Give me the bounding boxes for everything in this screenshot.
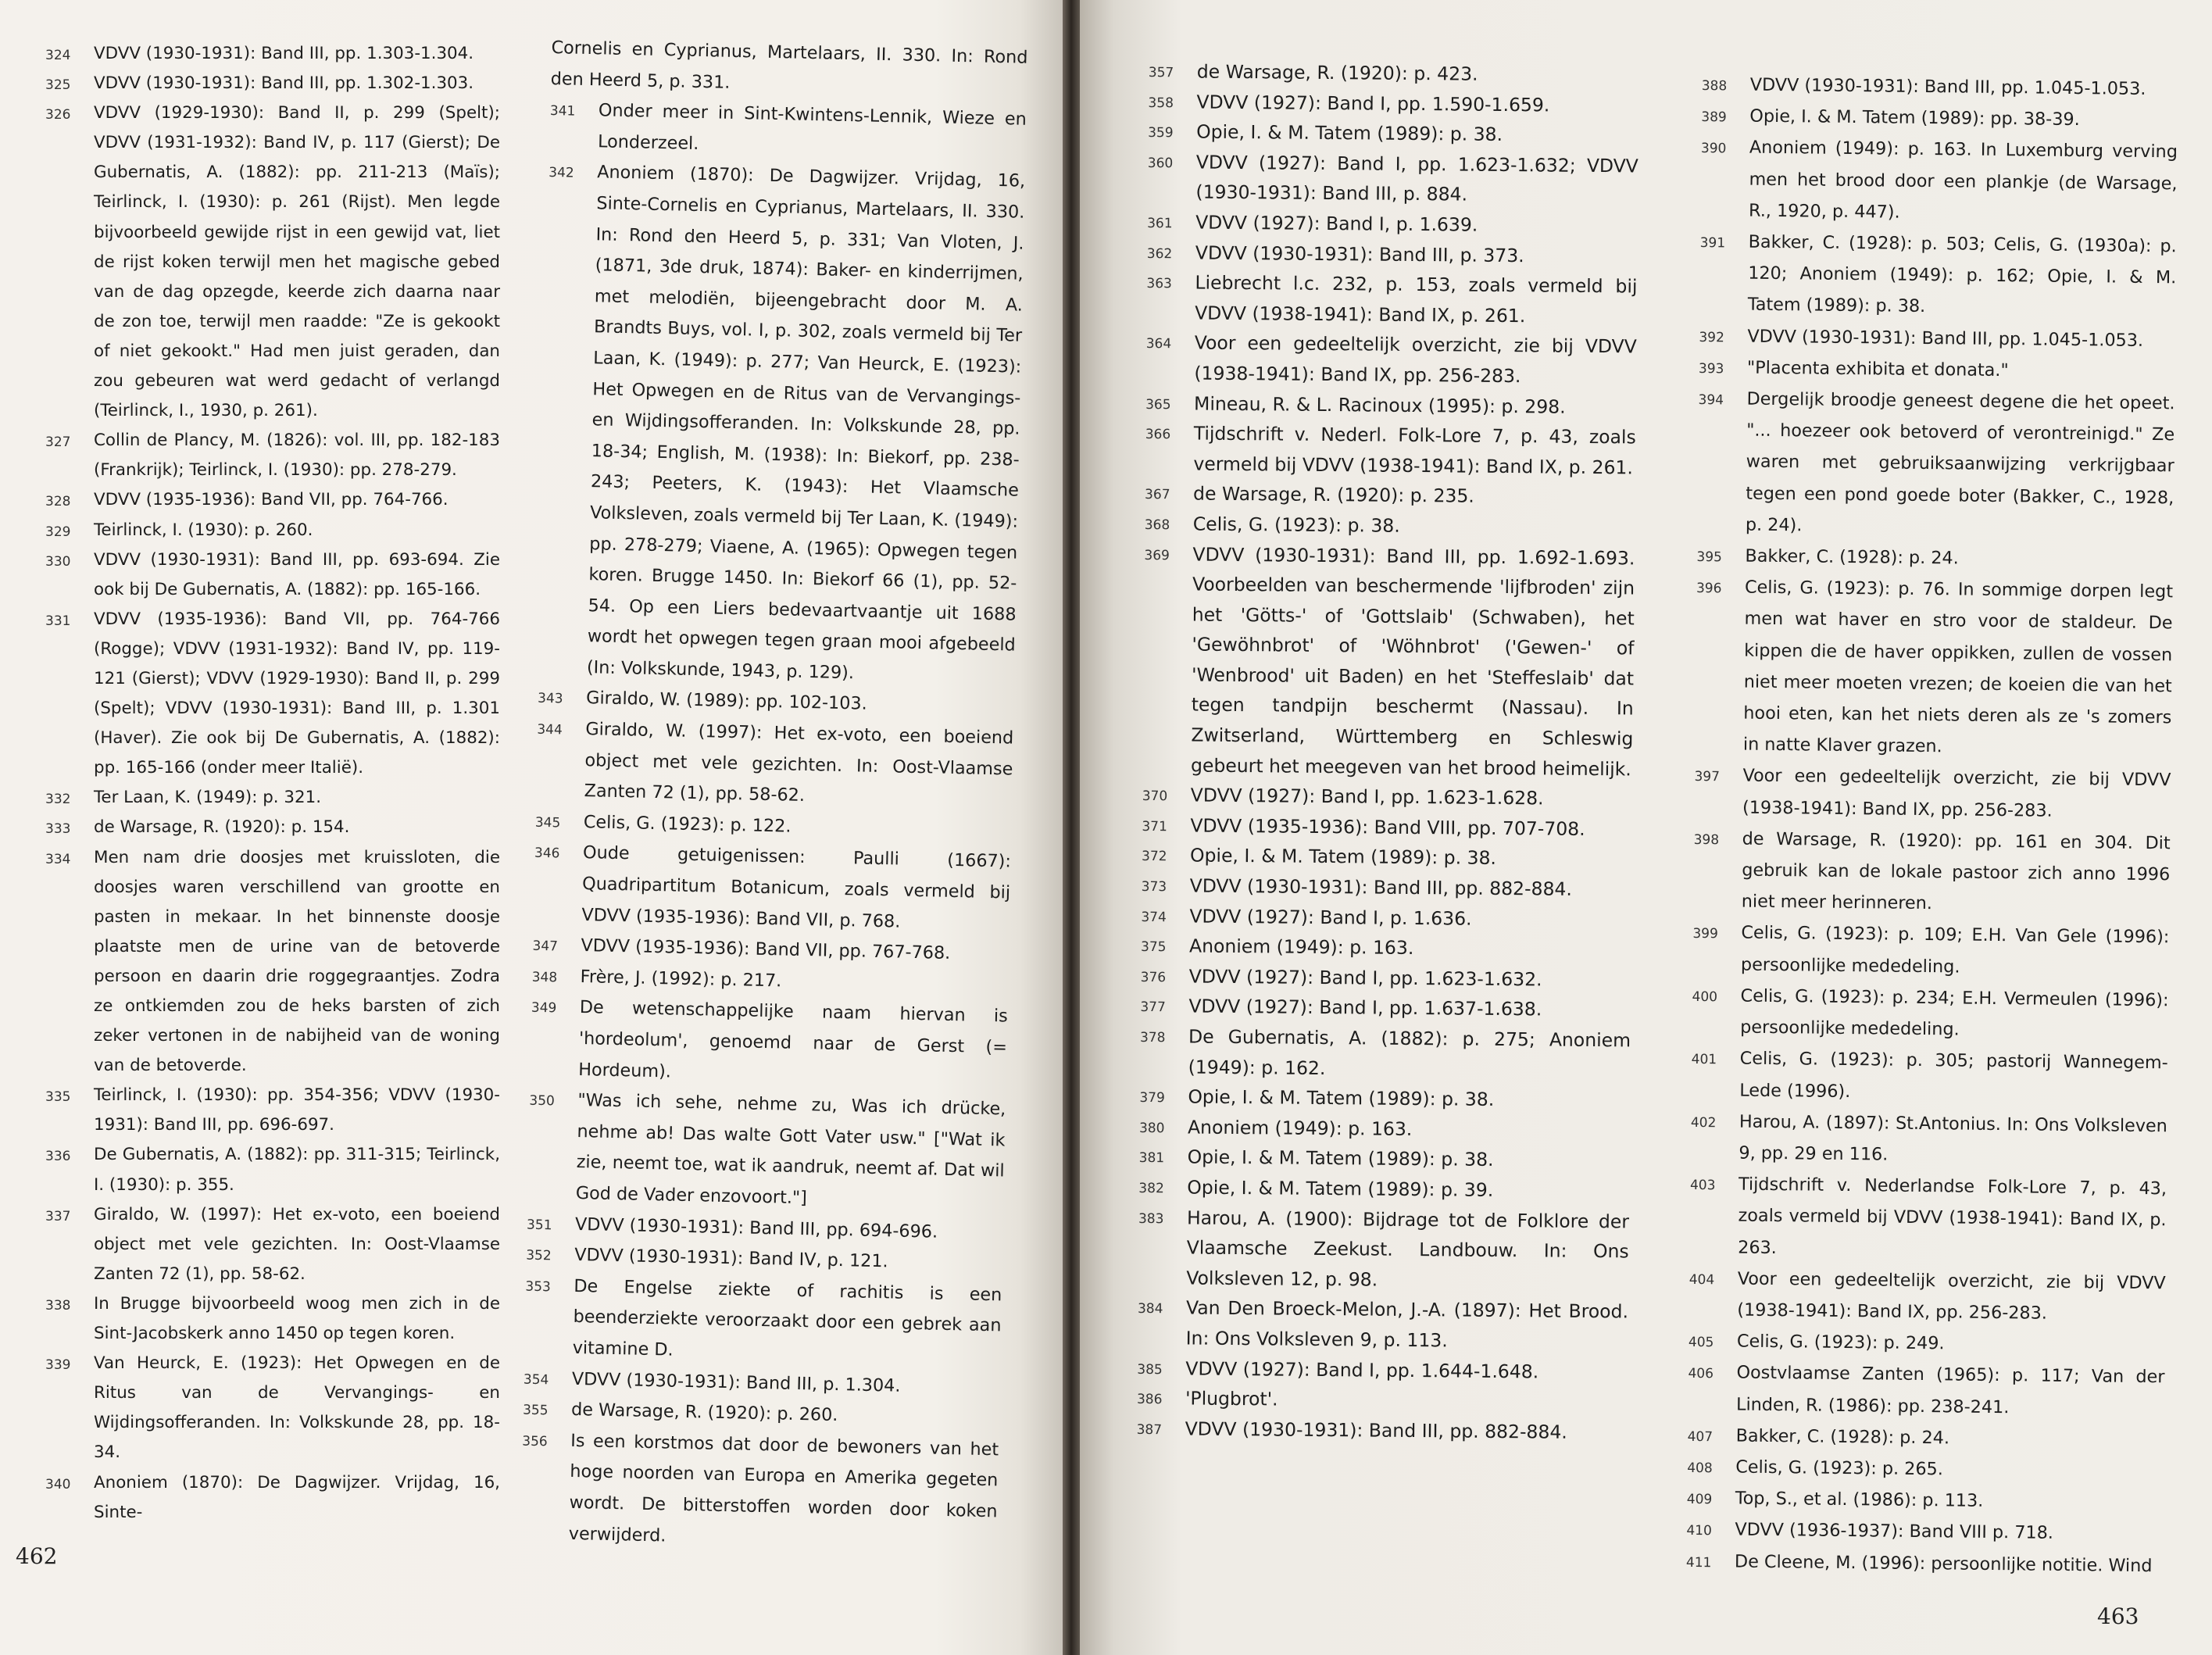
footnote — [1689, 1168, 2167, 1267]
footnote-number: 397 — [1694, 769, 1721, 785]
footnote-text: Opie, I. & M. Tatem (1989): p. 38. — [1188, 1085, 1495, 1111]
footnote-text: VDVV (1927): Band I, p. 1.639. — [1195, 211, 1478, 236]
footnote-number: 375 — [1140, 939, 1167, 956]
footnote-number: 356 — [522, 1433, 548, 1450]
footnote-number: 389 — [1701, 109, 1727, 126]
footnote-number: 372 — [1141, 849, 1167, 865]
footnote-number: 401 — [1691, 1052, 1717, 1068]
footnote-text: VDVV (1930-1931): Band III, pp. 882-884. — [1185, 1417, 1567, 1443]
footnote-text: Dergelijk broodje geneest degene die het opeet. "... hoezeer ook betoverd of verontreinigd." Ze waren met gebruiksaanwijzing verkrijgbaar tegen een pond goede boter (Bakker, C., 1928, p. 24). — [1745, 388, 2175, 536]
footnote-text: Harou, A. (1900): Bijdrage tot de Folklore der Vlaamsche Zeekust. Landbouw. In: Ons Volksleven 12, p. 98. — [1186, 1206, 1630, 1291]
footnote — [45, 783, 500, 813]
footnote-number: 390 — [1700, 141, 1727, 157]
footnote — [1145, 418, 1636, 483]
footnote — [1149, 56, 1639, 91]
footnote — [1137, 1383, 1628, 1417]
footnote — [1140, 991, 1631, 1025]
footnote-number: 362 — [1146, 245, 1173, 262]
footnote-number: 324 — [45, 48, 71, 63]
footnote — [1145, 388, 1636, 423]
footnote-text: De Gubernatis, A. (1882): p. 275; Anoniem (1949): p. 162. — [1188, 1025, 1631, 1079]
footnote-text: Celis, G. (1923): p. 122. — [583, 811, 792, 837]
footnote-text: VDVV (1927): Band I, pp. 1.637-1.638. — [1188, 995, 1542, 1021]
notes-column-2 — [520, 33, 1027, 1558]
footnote-text: VDVV (1930-1931): Band III, pp. 694-696. — [574, 1214, 938, 1242]
footnote-number: 332 — [45, 792, 71, 808]
footnote-number: 387 — [1136, 1421, 1163, 1438]
footnote-number: 409 — [1686, 1492, 1713, 1508]
footnote — [45, 1289, 500, 1349]
footnote-number: 394 — [1698, 392, 1724, 409]
footnote-number: 379 — [1139, 1090, 1165, 1106]
footnote — [1699, 352, 2175, 388]
footnote — [1141, 931, 1631, 965]
footnote — [1148, 116, 1638, 151]
footnote — [45, 605, 500, 784]
footnote — [1693, 823, 2171, 922]
footnote — [1145, 509, 1635, 543]
footnote-number: 327 — [45, 434, 71, 451]
footnote-number: 330 — [45, 553, 71, 570]
footnote-number: 382 — [1138, 1180, 1164, 1197]
footnote-text: "Was ich sehe, nehme zu, Was ich drücke, nehme ab! Das walte Gott Vater usw." ["Wat ik zie, neemt toe, wat ik aandruk, neemt af. Dat wil God de Vader enzovoort."] — [575, 1090, 1006, 1209]
footnote-text: Teirlinck, I. (1930): pp. 354-356; VDVV (1930-1931): Band III, pp. 696-697. — [94, 1085, 500, 1135]
footnote-text: Oostvlaamse Zanten (1965): p. 117; Van der Linden, R. (1986): pp. 238-241. — [1735, 1362, 2165, 1417]
footnote-number: 346 — [534, 845, 560, 862]
footnote — [45, 1081, 500, 1140]
footnote-number: 339 — [45, 1357, 71, 1374]
footnote-text: Giraldo, W. (1989): pp. 102-103. — [585, 688, 867, 715]
footnote-text: Opie, I. & M. Tatem (1989): pp. 38-39. — [1749, 105, 2080, 130]
footnote-text: VDVV (1930-1931): Band III, pp. 1.692-1.693. Voorbeelden van beschermende 'lijfbroden' zijn het 'Götts-' of 'Gottslaib' (Schwaben), het 'Gewöhnbrot' of 'Wöhnbrot' ('Gewen-' of 'Wenbrood' uit Baden) en het 'Steffeslaib' dat tegen tandpijn beschermt (Nassau). In Zwitserland, Württemberg en Schleswig gebeurt het meegeven van het brood heimelijk. — [1190, 543, 1635, 781]
footnote-number: 371 — [1142, 818, 1167, 835]
footnote — [45, 98, 500, 426]
footnote-number: 333 — [45, 821, 71, 838]
footnote — [1146, 267, 1638, 332]
footnote-text: De wetenschappelijke naam hiervan is 'hordeolum', genoemd naar de Gerst (= Hordeum). — [577, 997, 1009, 1082]
footnote-number: 336 — [45, 1149, 71, 1165]
footnote — [1139, 1081, 1630, 1116]
footnote — [1147, 147, 1638, 212]
footnote-number: 334 — [45, 851, 71, 867]
footnote-text: Mineau, R. & L. Racinoux (1995): p. 298. — [1194, 392, 1566, 418]
footnote-text: "Placenta exhibita et donata." — [1746, 357, 2009, 381]
footnote-text: Voor een gedeeltelijk overzicht, zie bij VDVV (1938-1941): Band IX, pp. 256-283. — [1737, 1268, 2166, 1324]
footnote-text: Opie, I. & M. Tatem (1989): p. 38. — [1196, 120, 1503, 146]
footnote-number: 357 — [1148, 64, 1174, 81]
notes-column-4 — [1686, 69, 2178, 1582]
footnote — [45, 843, 500, 1081]
footnote — [538, 156, 1026, 692]
footnote-number: 368 — [1144, 517, 1170, 534]
footnote-number: 392 — [1699, 329, 1724, 345]
footnote — [1687, 1482, 2164, 1519]
footnote-number: 391 — [1699, 235, 1726, 252]
footnote-number: 331 — [45, 613, 71, 629]
footnote-text: Ter Laan, K. (1949): p. 321. — [94, 788, 322, 808]
footnote — [524, 1270, 1002, 1373]
footnote-text: Top, S., et al. (1986): p. 113. — [1735, 1488, 1984, 1512]
footnote-text: VDVV (1927): Band I, pp. 1.623-1.628. — [1190, 784, 1544, 810]
footnote-number: 378 — [1139, 1029, 1166, 1046]
footnote-text: Van Den Broeck-Melon, J.-A. (1897): Het Brood. In: Ons Volksleven 9, p. 113. — [1185, 1296, 1629, 1352]
footnote-text: Onder meer in Sint-Kwintens-Lennik, Wieze en Londerzeel. — [597, 100, 1027, 154]
footnote — [1138, 1172, 1629, 1206]
footnote — [45, 516, 500, 545]
footnote-text: de Warsage, R. (1920): pp. 161 en 304. Dit gebruik kan de lokale pastoor zich anno 1996 niet meer herinneren. — [1741, 828, 2171, 914]
footnote-number: 367 — [1145, 487, 1170, 503]
footnote-number: 407 — [1687, 1428, 1713, 1445]
footnote — [1694, 760, 2171, 828]
footnote — [1699, 320, 2175, 357]
footnote-number: 400 — [1692, 988, 1718, 1006]
footnote-number: 376 — [1140, 969, 1167, 986]
footnote-number: 383 — [1138, 1210, 1164, 1227]
footnote — [535, 713, 1013, 817]
footnote-number: 385 — [1137, 1361, 1163, 1378]
footnote — [1697, 383, 2175, 545]
footnote-number: 350 — [529, 1092, 556, 1110]
footnote — [45, 1140, 500, 1199]
footnote-text: De Engelse ziekte of rachitis is een beenderziekte veroorzaakt door een gebrek aan vitamine D. — [572, 1275, 1002, 1360]
footnote — [1145, 327, 1637, 392]
footnote — [1139, 1112, 1630, 1146]
footnote-text: de Warsage, R. (1920): p. 154. — [94, 817, 350, 838]
footnote — [1142, 840, 1632, 874]
footnote — [45, 813, 500, 842]
footnote-text: Teirlinck, I. (1930): p. 260. — [94, 520, 313, 540]
footnote — [45, 39, 500, 69]
footnote-text: Bakker, C. (1928): p. 24. — [1745, 545, 1959, 569]
footnote — [1691, 1042, 2168, 1110]
footnote-text: Giraldo, W. (1997): Het ex-voto, een boeiend object met vele gezichten. In: Oost-Vlaamse Zanten 72 (1), pp. 58-62. — [94, 1204, 500, 1284]
footnote-text: Van Heurck, E. (1923): Het Opwegen en de Ritus van de Vervangings- en Wijdingsofferanden. In: Volkskunde 28, pp. 18-34. — [94, 1353, 500, 1463]
footnote-number: 399 — [1692, 926, 1718, 942]
footnote-number: 374 — [1141, 909, 1167, 925]
footnote-number: 405 — [1688, 1335, 1714, 1351]
footnote-number: 337 — [45, 1208, 71, 1224]
footnote-text: VDVV (1927): Band I, pp. 1.623-1.632. — [1188, 965, 1542, 991]
footnote — [1147, 207, 1638, 241]
footnote-number: 386 — [1136, 1392, 1163, 1408]
footnote-text: Voor een gedeeltelijk overzicht, zie bij VDVV (1938-1941): Band IX, pp. 256-283. — [1742, 766, 2171, 821]
footnote-number: 393 — [1698, 360, 1724, 377]
footnote — [45, 1468, 500, 1528]
footnote-text: Voor een gedeeltelijk overzicht, zie bij VDVV (1938-1941): Band IX, pp. 256-283. — [1194, 331, 1637, 388]
footnote-text: VDVV (1935-1936): Band VII, pp. 767-768. — [581, 935, 951, 964]
footnote — [1145, 478, 1635, 513]
footnote-text: Anoniem (1949): p. 163. In Luxemburg verving men het brood door een plankje (de Warsage, R., 1920, p. 447). — [1748, 138, 2178, 223]
footnote-number: 360 — [1147, 155, 1174, 172]
footnote — [549, 95, 1027, 166]
footnote-number: 326 — [45, 107, 71, 123]
footnote — [1702, 69, 2178, 105]
footnote — [45, 1200, 500, 1289]
footnote — [527, 1085, 1006, 1218]
footnote-text: Harou, A. (1897): St.Antonius. In: Ons Volksleven 9, pp. 29 en 116. — [1739, 1111, 2168, 1165]
footnote — [1687, 1451, 2164, 1488]
footnote-text: Liebrecht l.c. 232, p. 153, zoals vermeld bij VDVV (1938-1941): Band IX, p. 261. — [1195, 271, 1638, 327]
footnote-text: de Warsage, R. (1920): p. 260. — [570, 1399, 838, 1426]
footnote — [520, 1424, 999, 1558]
notes-column-3 — [1137, 56, 1639, 1448]
footnote-text: Celis, G. (1923): p. 38. — [1192, 513, 1400, 537]
footnote-number: 361 — [1147, 215, 1173, 232]
footnote-text: 'Plugbrot'. — [1185, 1387, 1278, 1410]
footnote-number: 328 — [45, 494, 71, 510]
footnote-number: 338 — [45, 1297, 71, 1314]
footnote-number: 354 — [523, 1371, 549, 1388]
footnote-text: De Cleene, M. (1996): persoonlijke notitie. Wind — [1734, 1551, 2153, 1576]
footnote — [1690, 1106, 2167, 1174]
footnote-text: VDVV (1927): Band I, pp. 1.590-1.659. — [1196, 91, 1550, 116]
footnote-number: 373 — [1141, 878, 1167, 895]
footnote — [1686, 1514, 2163, 1550]
footnote — [1695, 571, 2173, 765]
footnote-number: 325 — [45, 77, 71, 94]
footnote-text: VDVV (1930-1931): Band III, pp. 1.303-1.304. — [94, 44, 474, 63]
footnote-number: 347 — [532, 938, 559, 955]
footnote-text: VDVV (1930-1931): Band III, pp. 1.045-1.053. — [1749, 74, 2146, 99]
footnote — [1141, 961, 1631, 996]
footnote-text: Celis, G. (1923): p. 76. In sommige dorpen legt men wat haver en stro voor de staldeur. De kippen die de haver oppikken, zullen de vossen niet meer moeten vrezen; de koeien die van het hooi eten, kan het niets deren als ze 's zomers in natte Klaver grazen. — [1742, 577, 2174, 757]
notes-column-1 — [45, 39, 500, 1528]
footnote-text: de Warsage, R. (1920): p. 235. — [1192, 482, 1474, 507]
footnote-number: 351 — [526, 1217, 552, 1233]
footnote-text: VDVV (1927): Band I, pp. 1.623-1.632; VDVV (1930-1931): Band III, p. 884. — [1195, 151, 1638, 206]
footnote-text: Giraldo, W. (1997): Het ex-voto, een boeiend object met vele gezichten. In: Oost-Vlaamse Zanten 72 (1), pp. 58-62. — [584, 719, 1014, 806]
book-gutter — [1063, 0, 1080, 1655]
footnote — [1699, 226, 2177, 325]
footnote-text: Bakker, C. (1928): p. 503; Celis, G. (1930a): p. 120; Anoniem (1949): p. 162; Opie, I. & M. Tatem (1989): p. 38. — [1747, 231, 2177, 317]
footnote-text: Is een korstmos dat door de bewoners van het hoge noorden van Europa en Amerika gegeten wordt. De bitterstoffen worden door koken verwijderd. — [568, 1430, 999, 1546]
footnote-number: 388 — [1701, 77, 1728, 95]
footnote-number: 396 — [1696, 581, 1722, 597]
footnote-number: 380 — [1138, 1120, 1165, 1137]
footnote-number: 369 — [1144, 547, 1170, 563]
footnote — [530, 992, 1008, 1095]
footnote-number: 366 — [1145, 427, 1171, 443]
footnote-text: Celis, G. (1923): p. 265. — [1735, 1457, 1944, 1480]
footnote-text: Opie, I. & M. Tatem (1989): p. 38. — [1189, 844, 1497, 870]
right-page — [1080, 0, 2212, 1655]
footnote-text: VDVV (1927): Band I, p. 1.636. — [1189, 905, 1472, 930]
footnote — [1140, 1021, 1631, 1086]
footnote-text: VDVV (1930-1931): Band III, pp. 1.302-1.303. — [94, 73, 474, 94]
footnote — [45, 426, 500, 485]
footnote-text: VDVV (1930-1931): Band III, pp. 882-884. — [1189, 874, 1573, 900]
left-page — [0, 0, 1063, 1655]
footnote-number: 345 — [534, 814, 561, 831]
footnote — [1688, 1357, 2165, 1424]
footnote-number: 404 — [1688, 1271, 1715, 1288]
footnote — [1692, 980, 2169, 1048]
footnote-text: Celis, G. (1923): p. 234; E.H. Vermeulen (1996): persoonlijke mededeling. — [1740, 985, 2169, 1040]
footnote-number: 406 — [1688, 1366, 1714, 1382]
footnote-text: Tijdschrift v. Nederlandse Folk-Lore 7, p. 43, zoals vermeld bij VDVV (1938-1941): Band IX, p. 263. — [1738, 1174, 2167, 1258]
footnote-number: 342 — [549, 165, 574, 182]
footnote — [45, 69, 500, 98]
footnote — [1688, 1325, 2165, 1362]
footnote-text: VDVV (1927): Band I, pp. 1.644-1.648. — [1185, 1357, 1539, 1382]
footnote — [1142, 538, 1635, 784]
footnote-number: 355 — [522, 1402, 549, 1419]
footnote-number: 343 — [537, 691, 563, 707]
footnote-text: VDVV (1935-1936): Band VII, pp. 764-766 (Rogge); VDVV (1931-1932): Band IV, pp. 119-121 (Gierst); VDVV (1929-1930): Band II, p. 299 (Spelt); VDVV (1930-1931): Band III, p. 1.301 (Haver). Zie ook bij De Gubernatis, A. (1882): pp. 165-166 (onder meer Italië). — [94, 609, 500, 778]
footnote-number: 349 — [531, 1000, 557, 1017]
footnote-number: 384 — [1137, 1301, 1163, 1317]
footnote-number: 365 — [1145, 396, 1171, 413]
footnote — [1700, 131, 2178, 231]
footnote-text: VDVV (1935-1936): Band VII, pp. 764-766. — [94, 490, 448, 510]
footnote-number: 335 — [45, 1089, 71, 1106]
footnote-number: 395 — [1696, 549, 1723, 566]
footnote — [1688, 1263, 2166, 1331]
footnote-number: 377 — [1140, 999, 1166, 1016]
footnote-text: Anoniem (1870): De Dagwijzer. Vrijdag, 16, Sinte-Cornelis en Cyprianus, Martelaars, II. 330. In: Rond den Heerd 5, p. 331; Van Vloten, J. (1871, 3de druk, 1874): Baker- en kinderrijmen, met melodiën, bijeengebracht door M. A. Brandts Buys, vol. I, p. 302, zoals vermeld bij Ter Laan, K. (1949): p. 277; Van Heurck, E. (1923): Het Opwegen en de Ritus van de Vervangings- en Wijdingsofferanden. In: Volkskunde 28, pp. 18-34; English, M. (1938): In: Biekorf, pp. 238-243; Peeters, K. (1943): Het Vlaamsche Volksleven, zoals vermeld bij Ter Laan, K. (1949): pp. 278-279; Viaene, A. (1965): Opwegen tegen koren. Brugge 1450. In: Biekorf 66 (1), pp. 52-54. Op een Liers bedevaartvaantje uit 1688 wordt het opwegen tegen graan mooi afgebeeld (In: Volkskunde, 1943, p. 129). — [586, 162, 1026, 684]
footnote — [1142, 810, 1632, 845]
footnote-text: Bakker, C. (1928): p. 24. — [1735, 1425, 1950, 1449]
footnote-text: Opie, I. & M. Tatem (1989): p. 38. — [1187, 1146, 1494, 1171]
footnote-text: De Gubernatis, A. (1882): pp. 311-315; Teirlinck, I. (1930): p. 355. — [94, 1145, 500, 1195]
footnote-text: VDVV (1930-1931): Band III, pp. 693-694. Zie ook bij De Gubernatis, A. (1882): pp. 165-166. — [94, 549, 500, 599]
footnote-text: Celis, G. (1923): p. 109; E.H. Van Gele (1996): persoonlijke mededeling. — [1740, 923, 2170, 978]
footnote-text: VDVV (1930-1931): Band IV, p. 121. — [574, 1245, 888, 1272]
footnote-number: 408 — [1687, 1460, 1713, 1477]
footnote-text: Collin de Plancy, M. (1826): vol. III, pp. 182-183 (Frankrijk); Teirlinck, I. (1930): pp. 278-279. — [94, 431, 500, 481]
footnote-text: de Warsage, R. (1920): p. 423. — [1196, 60, 1478, 85]
footnote-number: 340 — [45, 1476, 71, 1492]
footnote — [1137, 1353, 1628, 1387]
footnote — [1687, 1420, 2164, 1457]
footnote — [1137, 1414, 1628, 1448]
footnote-text: Anoniem (1949): p. 163. — [1188, 935, 1414, 960]
footnote — [1139, 1142, 1630, 1176]
footnote-number: 410 — [1686, 1523, 1712, 1539]
footnote-text: Frère, J. (1992): p. 217. — [580, 966, 782, 992]
footnote-number: 352 — [526, 1247, 552, 1264]
footnote-text: VDVV (1935-1936): Band VIII, pp. 707-708. — [1190, 814, 1585, 840]
footnote — [45, 1349, 500, 1467]
footnote — [1686, 1545, 2163, 1582]
footnote-number: 363 — [1146, 276, 1172, 292]
footnote-text: VDVV (1930-1931): Band III, pp. 1.045-1.053. — [1747, 326, 2144, 351]
footnote-number: 398 — [1693, 831, 1720, 849]
footnote-number: 341 — [549, 103, 576, 120]
continued-note: Cornelis en Cyprianus, Martelaars, II. 330. In: Rond den Heerd 5, p. 331. — [550, 37, 1028, 93]
footnote-text: Tijdschrift v. Nederl. Folk-Lore 7, p. 43, zoals vermeld bij VDVV (1938-1941): Band IX, p. 261. — [1193, 422, 1636, 479]
footnote — [1696, 540, 2173, 577]
footnote-number: 402 — [1690, 1114, 1717, 1131]
footnote — [1142, 870, 1632, 905]
page-number-right: 463 — [2097, 1603, 2139, 1629]
footnote-number: 364 — [1145, 336, 1172, 352]
footnote-number: 411 — [1685, 1554, 1712, 1571]
footnote-number: 348 — [531, 969, 558, 986]
footnote-text: VDVV (1929-1930): Band II, p. 299 (Spelt); VDVV (1931-1932): Band IV, p. 117 (Gierst); De Gubernatis, A. (1882): pp. 211-213 (Maïs); Teirlinck, I. (1930): p. 261 (Rijst). Men legde bijvoorbeeld gewijde rijst in een gewijd vat, liet de rijst koken terwijl men het magische gebed van de dag opzegde, keerde zich daarna naar de zon toe, terwijl men raadde: "Ze is gekookt of niet gekookt." Had men juist geraden, dan zou gebeuren wat werd gedacht of verlangd (Teirlinck, I., 1930, p. 261). — [94, 103, 500, 421]
footnote — [1147, 238, 1638, 272]
footnote-text: VDVV (1936-1937): Band VIII p. 718. — [1735, 1519, 2054, 1544]
footnote-number: 403 — [1689, 1178, 1716, 1194]
footnote-text: Anoniem (1949): p. 163. — [1187, 1116, 1413, 1140]
footnote — [1138, 1203, 1629, 1297]
footnote — [1138, 1292, 1629, 1357]
footnote-text: Men nam drie doosjes met kruissloten, die doosjes waren verschillend van grootte en pasten in mekaar. In het binnenste doosje plaatste men de urine van de betoverde persoon en daarin drie roggegraantjes. Zodra ze ontkiemden zou de heks barsten of zich zeker vertonen in de nabijheid van de woning van de betoverde. — [94, 847, 500, 1076]
footnote-text: In Brugge bijvoorbeeld woog men zich in de Sint-Jacobskerk anno 1450 op tegen koren. — [94, 1293, 500, 1344]
footnote — [1692, 917, 2170, 985]
footnote — [1141, 901, 1631, 935]
footnote-text: Celis, G. (1923): p. 305; pastorij Wannegem-Lede (1996). — [1739, 1048, 2168, 1102]
footnote-number: 370 — [1142, 788, 1168, 805]
footnote-text: Oude getuigenissen: Paulli (1667): Quadripartitum Botanicum, zoals vermeld bij VDVV (1935-1936): Band VII, p. 768. — [581, 842, 1012, 932]
footnote — [1142, 780, 1633, 814]
footnote-text: Celis, G. (1923): p. 249. — [1736, 1331, 1945, 1354]
footnote-text: Anoniem (1870): De Dagwijzer. Vrijdag, 16, Sinte- — [94, 1472, 500, 1522]
footnote-number: 358 — [1148, 95, 1174, 111]
footnote — [45, 485, 500, 515]
footnote-number: 353 — [525, 1278, 552, 1296]
footnote — [45, 545, 500, 605]
footnote-number: 344 — [537, 721, 563, 738]
footnote-number: 359 — [1148, 125, 1174, 141]
footnote — [533, 837, 1011, 940]
page-number-left: 462 — [16, 1543, 58, 1569]
footnote-number: 381 — [1138, 1150, 1165, 1167]
footnote-text: VDVV (1930-1931): Band III, p. 1.304. — [571, 1368, 901, 1396]
footnote-text: Opie, I. & M. Tatem (1989): p. 39. — [1187, 1176, 1494, 1201]
footnote-number: 329 — [45, 524, 71, 540]
footnote — [1148, 87, 1638, 121]
footnote — [1701, 100, 2178, 137]
footnote-text: VDVV (1930-1931): Band III, p. 373. — [1195, 241, 1524, 266]
